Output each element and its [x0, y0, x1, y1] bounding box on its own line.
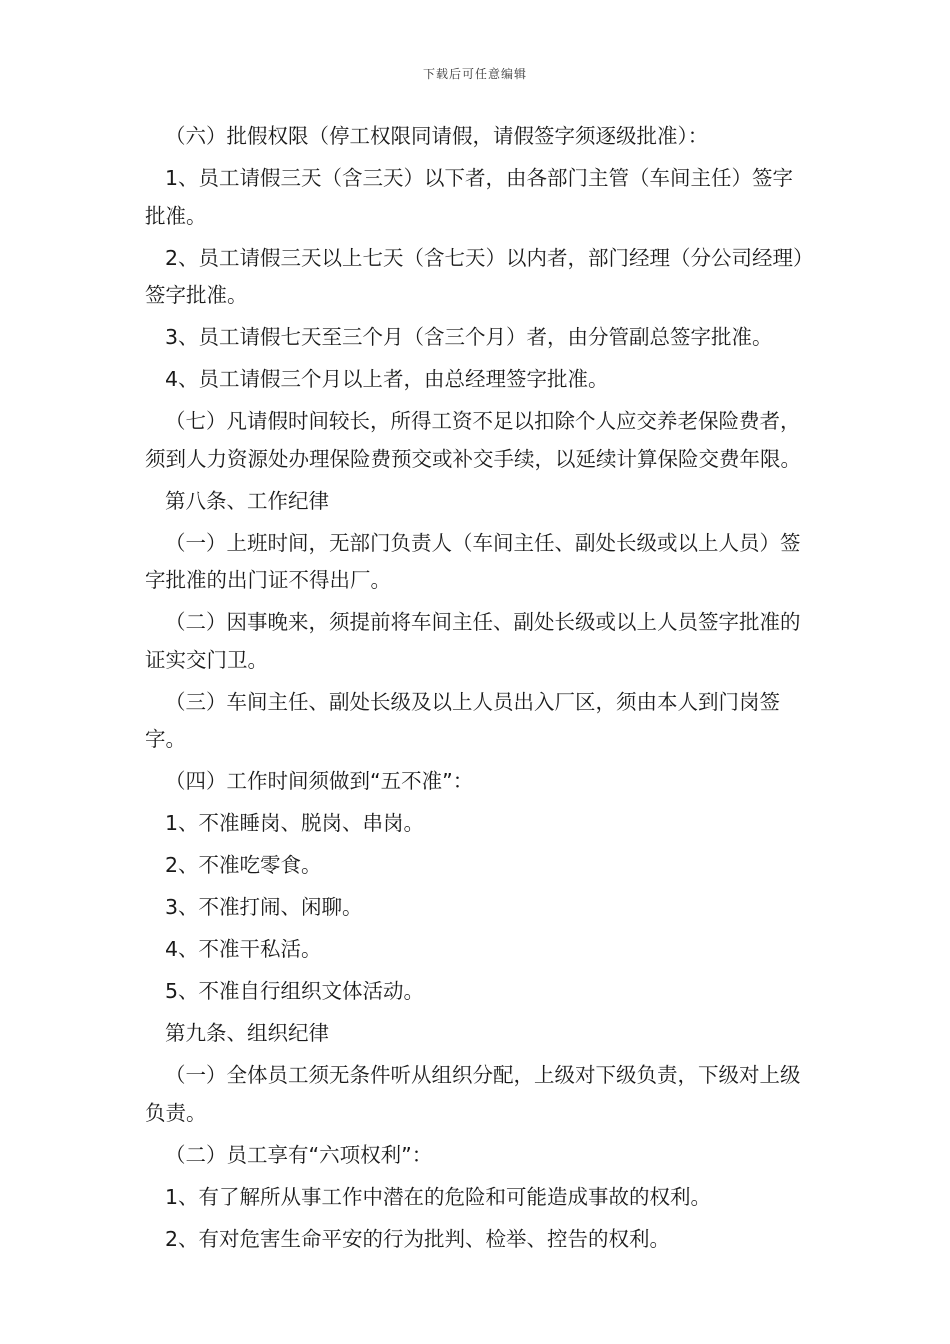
list-item-right-2: 2、有对危害生命平安的行为批判、检举、控告的权利。 [165, 1226, 671, 1251]
paragraph-work-rule-1: （一）上班时间，无部门负责人（车间主任、副处长级或以上人员）签字批准的出门证不得出厂。 [145, 530, 801, 592]
paragraph-leave-item-1: 1、员工请假三天（含三天）以下者，由各部门主管（车间主任）签字批准。 [145, 166, 794, 228]
article-8-heading: 第八条、工作纪律 [165, 488, 329, 513]
paragraph-org-rule-2: （二）员工享有“六项权利”： [165, 1142, 433, 1167]
list-item-prohibition-2: 2、不准吃零食。 [165, 853, 322, 877]
paragraph-leave-item-2: 2、员工请假三天以上七天（含七天）以内者，部门经理（分公司经理）签字批准。 [145, 245, 804, 307]
paragraph-work-rule-4: （四）工作时间须做到“五不准”： [165, 769, 474, 793]
list-item-right-1: 1、有了解所从事工作中潜在的危险和可能造成事故的权利。 [165, 1184, 712, 1209]
paragraph-leave-item-4: 4、员工请假三个月以上者，由总经理签字批准。 [165, 367, 609, 391]
article-9-heading: 第九条、组织纪律 [165, 1021, 329, 1045]
paragraph-leave-item-3: 3、员工请假七天至三个月（含三个月）者，由分管副总签字批准。 [165, 325, 773, 349]
paragraph-org-rule-1: （一）全体员工须无条件听从组织分配，上级对下级负责，下级对上级负责。 [145, 1063, 801, 1125]
list-item-prohibition-5: 5、不准自行组织文体活动。 [165, 979, 425, 1003]
list-item-prohibition-4: 4、不准干私活。 [165, 937, 322, 961]
paragraph-section-7-insurance: （七）凡请假时间较长，所得工资不足以扣除个人应交养老保险费者，须到人力资源处办理保险费预交或补交手续，以延续计算保险交费年限。 [145, 409, 801, 471]
list-item-prohibition-3: 3、不准打闹、闲聊。 [165, 895, 363, 919]
paragraph-section-6-leave-authority: （六）批假权限（停工权限同请假，请假签字须逐级批准）： [165, 124, 709, 148]
list-item-prohibition-1: 1、不准睡岗、脱岗、串岗。 [165, 811, 425, 835]
paragraph-work-rule-3: （三）车间主任、副处长级及以上人员出入厂区，须由本人到门岗签字。 [145, 689, 780, 751]
document-body [145, 118, 810, 1263]
page-header: 下载后可任意编辑 [422, 67, 527, 81]
paragraph-work-rule-2: （二）因事晚来，须提前将车间主任、副处长级或以上人员签字批准的证实交门卫。 [145, 610, 801, 672]
